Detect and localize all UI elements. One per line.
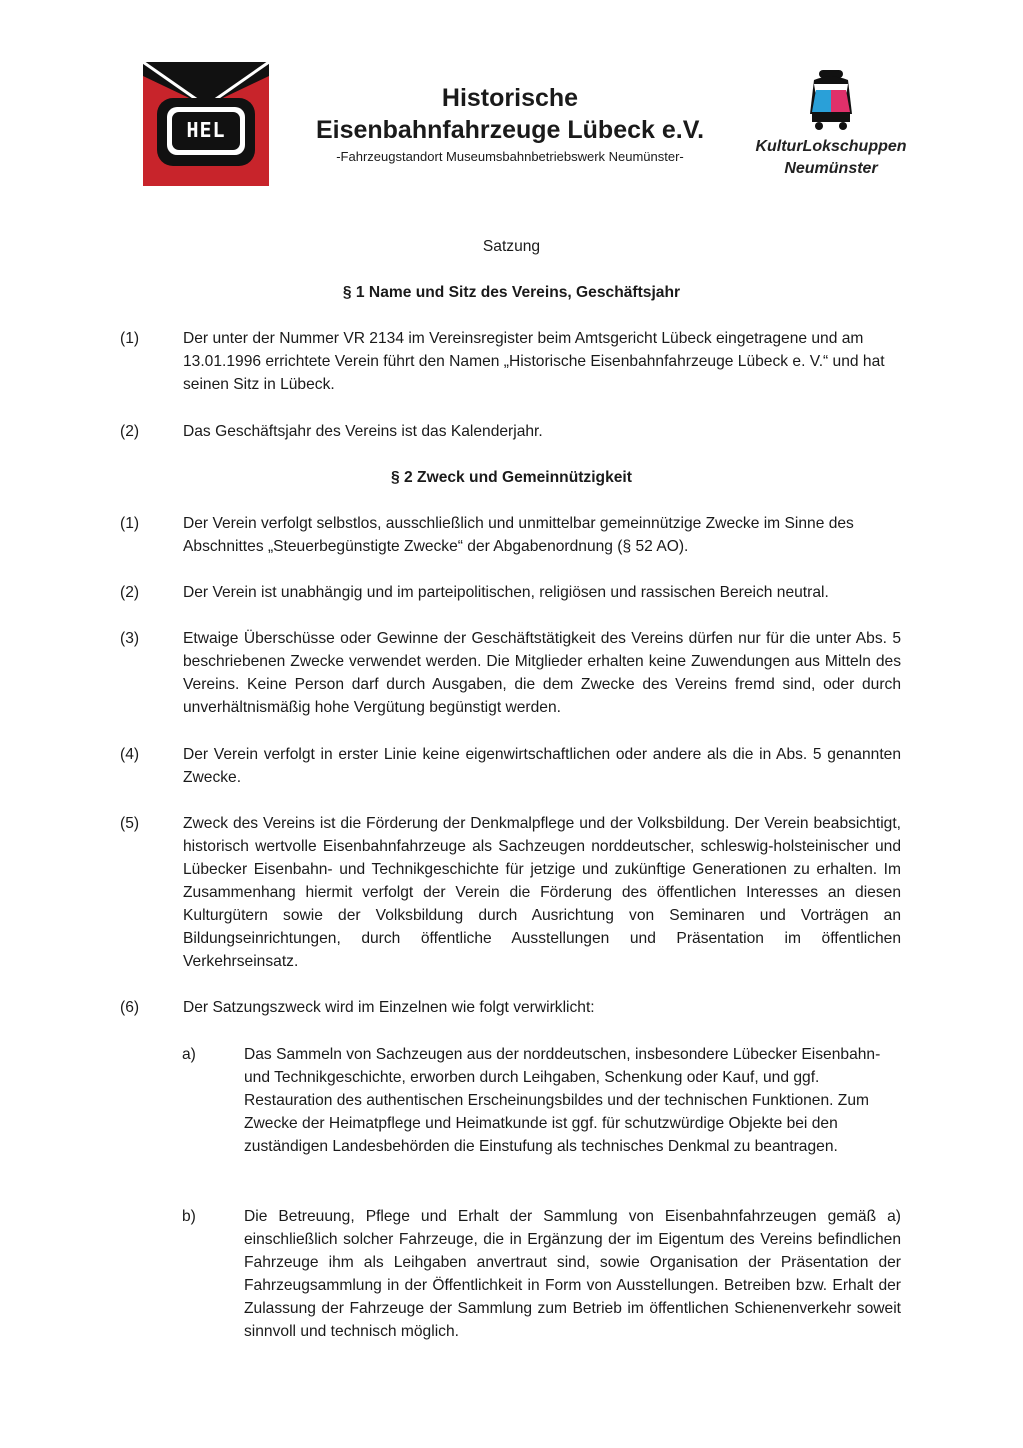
paragraph-number: (1)	[120, 515, 140, 532]
paragraph-text: Der Verein ist unabhängig und im parteipolitischen, religiösen und rassischen Bereich neutral.	[183, 584, 829, 601]
paragraph-number: (3)	[120, 630, 140, 647]
paragraph-text: Der Satzungszweck wird im Einzelnen wie folgt verwirklicht:	[183, 999, 595, 1016]
paragraph-text: Der Verein verfolgt selbstlos, ausschließlich und unmittelbar gemeinnützige Zwecke im Sinne des Abschnittes „Steuerbegünstigte Zwecke“ der Abgabenordnung (§ 52 AO).	[183, 515, 854, 555]
train-icon	[808, 70, 854, 132]
subitem-letter: a)	[182, 1046, 196, 1063]
paragraph-text: Etwaige Überschüsse oder Gewinne der Geschäftstätigkeit des Vereins dürfen nur für die unter Abs. 5 beschriebenen Zwecke verwendet werden. Die Mitglieder erhalten keine Zuwendungen aus Mitteln des Vereins. Keine Person darf durch Ausgaben, die dem Zwecke des Vereins fremd sind, oder durch unverhältnismäßig hohe Vergütung begünstigt werden.	[183, 630, 901, 716]
paragraph-number: (1)	[120, 330, 140, 347]
paragraph-number: (2)	[120, 584, 140, 601]
section-title: § 1 Name und Sitz des Vereins, Geschäftsjahr	[342, 284, 681, 301]
paragraph-text: Der unter der Nummer VR 2134 im Vereinsregister beim Amtsgericht Lübeck eingetragene und am 13.01.1996 errichtete Verein führt den Namen „Historische Eisenbahnfahrzeuge Lübeck e. V.“ und hat seinen Sitz in Lübeck.	[183, 330, 885, 393]
paragraph-number: (2)	[120, 423, 140, 440]
document-heading: Satzung	[482, 238, 541, 255]
paragraph-number: (6)	[120, 999, 140, 1016]
title-subtitle: -Fahrzeugstandort Museumsbahnbetriebswerk Neumünster-	[336, 149, 684, 164]
organization-title	[300, 82, 720, 166]
subitem-text: Die Betreuung, Pflege und Erhalt der Sammlung von Eisenbahnfahrzeugen gemäß a) einschließlich solcher Fahrzeuge, die in Ergänzung der im Eigentum des Vereins befindlichen Fahrzeuge ihm als Leihgaben anvertraut sind, sowie Organisation der Präsentation der Fahrzeugsammlung in der Öffentlichkeit in Form von Ausstellungen. Betreiben bzw. Erhalt der Zulassung der Fahrzeuge der Sammlung zum Betrieb im öffentlichen Schienenverkehr soweit sinnvoll und technisch möglich.	[244, 1208, 901, 1340]
partner-line-2: Neumünster	[784, 160, 878, 177]
section-title: § 2 Zweck und Gemeinnützigkeit	[391, 469, 632, 486]
partner-line-1: KulturLokschuppen	[755, 138, 907, 155]
title-line-2: Eisenbahnfahrzeuge Lübeck e.V.	[315, 116, 705, 144]
paragraph-text: Das Geschäftsjahr des Vereins ist das Kalenderjahr.	[183, 423, 543, 440]
paragraph-number: (5)	[120, 815, 140, 832]
title-line-1: Historische	[441, 84, 579, 112]
paragraph-number: (4)	[120, 746, 140, 763]
partner-logo-text	[742, 136, 920, 180]
subitem-letter: b)	[182, 1208, 196, 1225]
paragraph-text: Der Verein verfolgt in erster Linie keine eigenwirtschaftlichen oder andere als die in Abs. 5 genannten Zwecke.	[183, 746, 901, 786]
paragraph-text: Zweck des Vereins ist die Förderung der Denkmalpflege und der Volksbildung. Der Verein beabsichtigt, historisch wertvolle Eisenbahnfahrzeuge als Sachzeugen norddeutscher, schleswig-holsteinischer und Lübecker Eisenbahn- und Technikgeschichte für jetzige und zukünftige Generationen zu erhalten. Im Zusammenhang hiermit verfolgt der Verein die Förderung des öffentlichen Interesses an diesen Kulturgütern sowie der Volksbildung durch Ausrichtung von Seminaren und Vorträgen an Bildungseinrichtungen, durch öffentliche Ausstellungen und Präsentation im öffentlichen Verkehrseinsatz.	[183, 815, 901, 970]
hel-logo-text: HEL	[186, 118, 226, 142]
subitem-text: Das Sammeln von Sachzeugen aus der norddeutschen, insbesondere Lübecker Eisenbahn- und Technikgeschichte, erworben durch Leihgaben, Schenkung oder Kauf, und ggf. Restauration des authentischen Erscheinungsbildes und der technischen Funktionen. Zum Zwecke der Heimatpflege und Heimatkunde ist ggf. für schutzwürdige Objekte bei den zuständigen Landesbehörden die Einstufung als technisches Denkmal zu beantragen.	[244, 1046, 881, 1155]
